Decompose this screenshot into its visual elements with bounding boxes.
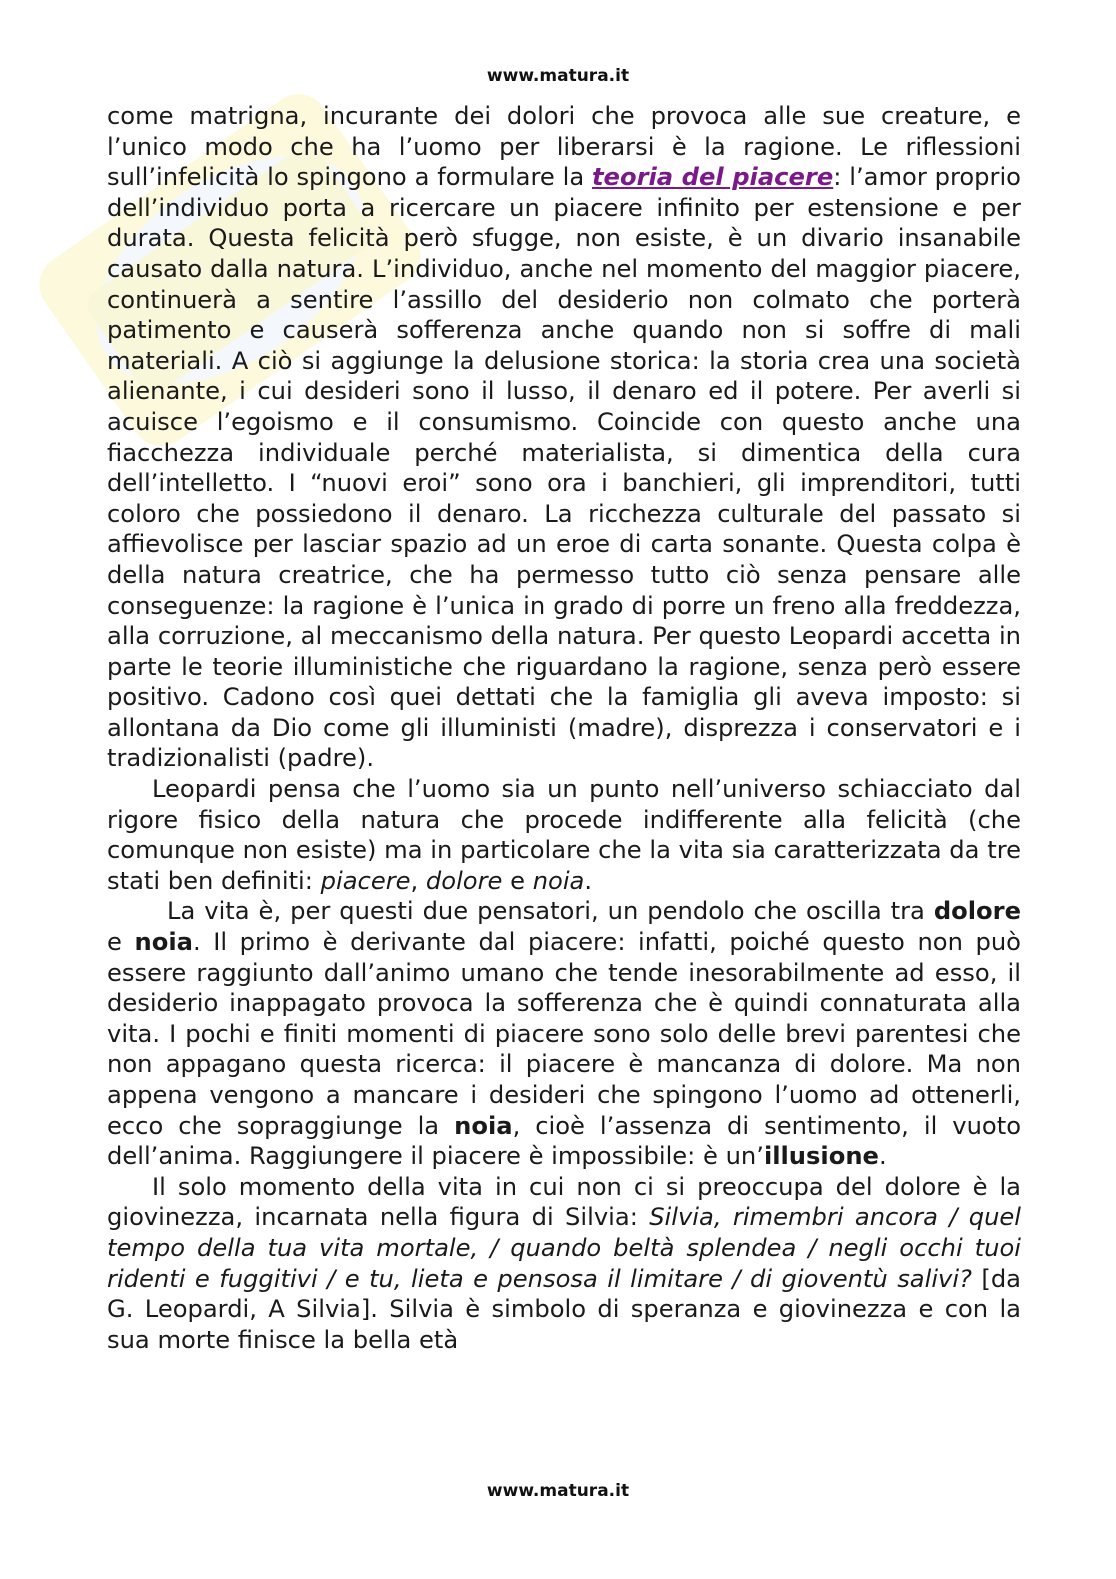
paragraph: come matrigna, incurante dei dolori che provoca alle sue creature, e l’unico modo che ha l’uomo per liberarsi è la ragione. Le riflessioni sull’infelicità lo spingono a formulare la teoria del piacere: l’amor proprio dell’individuo porta a ricercare un piacere infinito per estensione e per durata. Questa felicità però sfugge, non esiste, è un divario insanabile causato dalla natura. L’individuo, anche nel momento del maggior piacere, continuerà a sentire l’assillo del desiderio non colmato che porterà patimento e causerà sofferenza anche quando non si soffre di mali materiali. A ciò si aggiunge la delusione storica: la storia crea una società alienante, i cui desideri sono il lusso, il denaro ed il potere. Per averli si acuisce l’egoismo e il consumismo. Coincide con questo anche una fiacchezza individuale perché materialista, si dimentica della cura dell’intelletto. I “nuovi eroi” sono ora i banchieri, gli imprenditori, tutti coloro che possiedono il denaro. La ricchezza culturale del passato si affievolisce per lasciar spazio ad un eroe di carta sonante. Questa colpa è della natura creatrice, che ha permesso tutto ciò senza pensare alle conseguenze: la ragione è l’unica in grado di porre un freno alla freddezza, alla corruzione, al meccanismo della natura. Per questo Leopardi accetta in parte le teorie illuministiche che riguardano la ragione, senza però essere positivo. Cadono così quei dettati che la famiglia gli aveva imposto: si allontana da Dio come gli illuministi (madre), disprezza i conservatori e i tradizionalisti (padre). (107, 102, 1021, 773)
page-header: www.matura.it (486, 66, 630, 86)
paragraph: Il solo momento della vita in cui non ci si preoccupa del dolore è la giovinezza, incarnata nella figura di Silvia: Silvia, rimembri ancora / quel tempo della tua vita mortale, / quando beltà splendea / negli occhi tuoi ridenti e fuggitivi / e tu, lieta e pensosa il limitare / di gioventù salivi? [da G. Leopardi, A Silvia]. Silvia è simbolo di speranza e giovinezza e con la sua morte finisce la bella età (107, 1172, 1022, 1354)
paragraph: La vita è, per questi due pensatori, un pendolo che oscilla tra dolore e noia. Il primo è derivante dal piacere: infatti, poiché questo non può essere raggiunto dall’animo umano che tende inesorabilmente ad esso, il desiderio inappagato provoca la sofferenza che è quindi connaturata alla vita. I pochi e finiti momenti di piacere sono solo delle brevi parentesi che non appagano questa ricerca: il piacere è mancanza di dolore. Ma non appena vengono a mancare i desideri che spingono l’uomo ad ottenerli, ecco che sopraggiunge la noia, cioè l’assenza di sentimento, il vuoto dell’anima. Raggiungere il piacere è impossibile: è un’illusione. (107, 897, 1022, 1171)
paragraph: Leopardi pensa che l’uomo sia un punto nell’universo schiacciato dal rigore fisico della natura che procede indifferente alla felicità (che comunque non esiste) ma in particolare che la vita sia caratterizzata da tre stati ben definiti: piacere, dolore e noia. (107, 775, 1021, 895)
poem-quote: Silvia, rimembri ancora / quel tempo della tua vita mortale, / quando beltà splendea / negli occhi tuoi ridenti e fuggitivi / e tu, lieta e pensosa il limitare / di gioventù salivi? (107, 1203, 1022, 1293)
page-footer: www.matura.it (486, 1481, 630, 1501)
teoria-del-piacere-link[interactable]: teoria del piacere (591, 163, 834, 192)
document-body (107, 101, 1021, 1355)
